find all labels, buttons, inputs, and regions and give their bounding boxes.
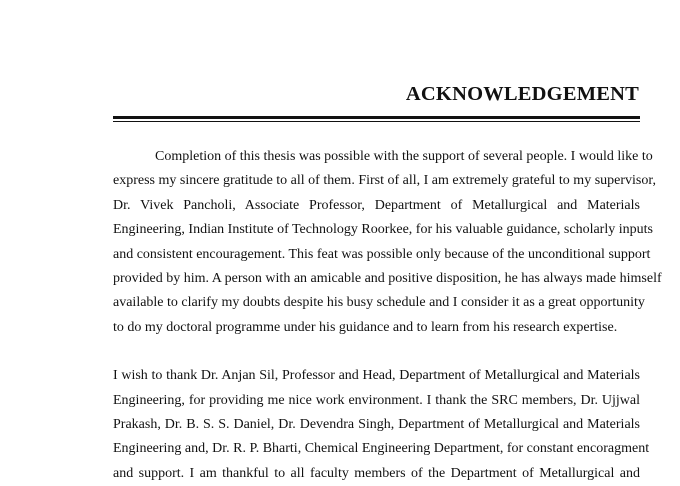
text-line: and consistent encouragement. This feat was possible only because of the unconditional support [113,246,651,262]
text-line: provided by him. A person with an amicable and positive disposition, he has always made himself [113,271,662,287]
page-title: ACKNOWLEDGEMENT [405,83,639,105]
text-line: Engineering, Indian Institute of Technology Roorkee, for his valuable guidance, scholarly inputs [113,222,653,238]
text-line: available to clarify my doubts despite his busy schedule and I consider it as a great opportunity [113,295,645,311]
text-line: express my sincere gratitude to all of them. First of all, I am extremely grateful to my supervisor, [113,173,656,189]
text-line: I wish to thank Dr. Anjan Sil, Professor and Head, Department of Metallurgical and Materials [113,368,640,384]
paragraph-department [113,364,650,486]
text-line: to do my doctoral programme under his guidance and to learn from his research expertise. [113,319,618,335]
text-line: Prakash, Dr. B. S. S. Daniel, Dr. Devendra Singh, Department of Metallurgical and Materials [113,417,640,433]
text-line: Dr. Vivek Pancholi, Associate Professor, Department of Metallurgical and Materials [113,197,640,213]
text-line: Completion of this thesis was possible with the support of several people. I would like to [155,149,653,164]
body-text [113,145,662,486]
text-line: Engineering and, Dr. R. P. Bharti, Chemical Engineering Department, for constant encoragment [113,441,650,457]
title-rule-thick [113,116,640,119]
title-rule-thin [113,121,640,122]
text-line: and support. I am thankful to all faculty members of the Department of Metallurgical and [113,465,640,481]
text-line: Engineering, for providing me nice work environment. I thank the SRC members, Dr. Ujjwal [113,392,640,408]
paragraph-supervisor [113,145,662,340]
